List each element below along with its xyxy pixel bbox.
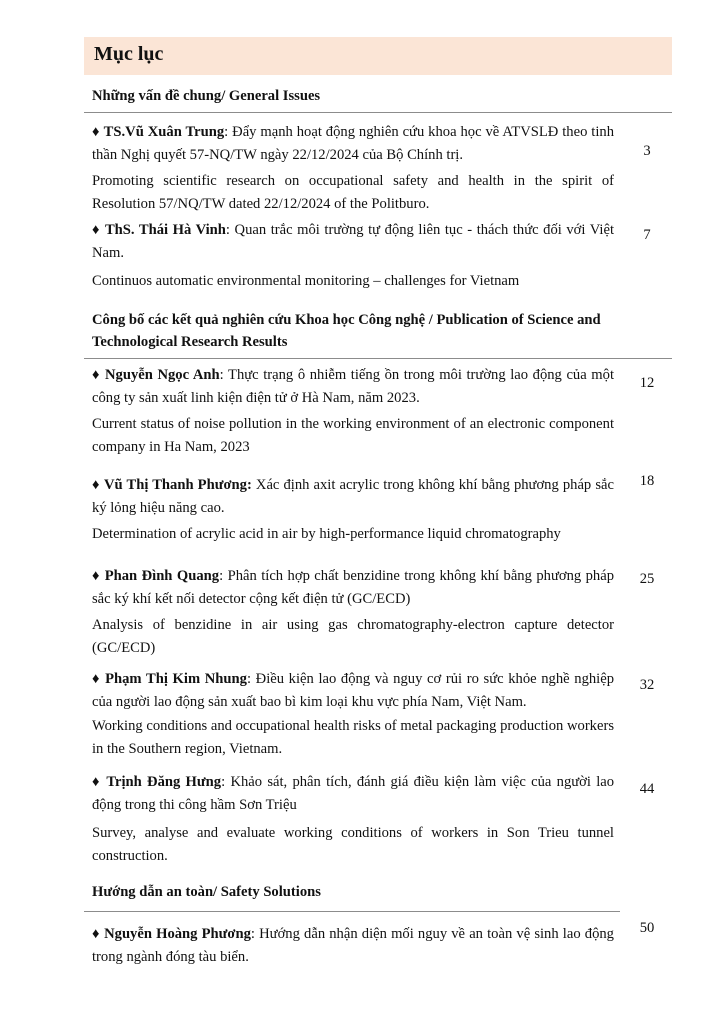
section-heading-safety: Hướng dẫn an toàn/ Safety Solutions	[92, 884, 321, 900]
toc-entry-title: ♦ TS.Vũ Xuân Trung: Đẩy mạnh hoạt động nghiên cứu khoa học về ATVSLĐ theo tinh thần Nghị quyết 57-NQ/TW ngày 22/12/2024 của Bộ Chính trị.	[92, 124, 614, 163]
toc-entry-author: TS.Vũ Xuân Trung	[103, 124, 225, 140]
toc-entry-english: Working conditions and occupational health risks of metal packaging production workers in the Southern region, Vietnam.	[92, 718, 614, 757]
toc-entry-title: ♦ Phan Đình Quang: Phân tích hợp chất benzidine trong không khí bằng phương pháp sắc ký khí kết nối detector cộng kết điện tử (GC/ECD)	[92, 568, 614, 607]
toc-entry-title: ♦ Trịnh Đăng Hưng: Khảo sát, phân tích, đánh giá điều kiện làm việc của người lao động trong thi công hầm Sơn Triệu	[92, 774, 615, 813]
toc-entry-page: 44	[639, 781, 655, 797]
section-divider	[84, 112, 672, 113]
toc-title: Mục lục	[94, 43, 164, 65]
toc-entry-author: Vũ Thị Thanh Phương:	[103, 477, 252, 493]
toc-entry-english: Determination of acrylic acid in air by high-performance liquid chromatography	[92, 526, 561, 542]
toc-entry-page: 3	[643, 143, 651, 159]
toc-entry-page: 18	[639, 473, 655, 489]
toc-entry-page: 25	[639, 571, 655, 587]
toc-entry-title: ♦ Vũ Thị Thanh Phương: Xác định axit acrylic trong không khí bằng phương pháp sắc ký lỏng hiệu năng cao.	[92, 477, 614, 516]
toc-entry-author: Nguyễn Ngọc Anh	[105, 367, 220, 383]
toc-entry-english: Promoting scientific research on occupational safety and health in the spirit of Resolution 57/NQ/TW dated 22/12/2024 of the Politburo.	[92, 173, 614, 212]
toc-entry-title: ♦ Nguyễn Ngọc Anh: Thực trạng ô nhiễm tiếng ồn trong môi trường lao động của một công ty sản xuất linh kiện điện tử ở Hà Nam, năm 2023.	[92, 367, 615, 406]
toc-entry-page: 7	[643, 227, 651, 243]
section-divider	[84, 358, 672, 359]
toc-entry-page: 12	[639, 375, 655, 391]
toc-entry-title: ♦ ThS. Thái Hà Vinh: Quan trắc môi trường tự động liên tục - thách thức đối với Việt Nam.	[92, 222, 615, 261]
toc-title-bar	[84, 37, 672, 75]
toc-entry-english: Analysis of benzidine in air using gas chromatography-electron capture detector (GC/ECD)	[92, 617, 614, 656]
toc-entry-english: Continuos automatic environmental monitoring – challenges for Vietnam	[92, 273, 520, 289]
toc-entry-english: Survey, analyse and evaluate working conditions of workers in Son Trieu tunnel construction.	[92, 825, 614, 864]
toc-entry-author: Nguyễn Hoàng Phương	[104, 926, 251, 942]
toc-entry-author: ThS. Thái Hà Vinh	[104, 222, 226, 238]
toc-entry-page: 32	[639, 677, 655, 693]
toc-entry-author: Phan Đình Quang	[104, 568, 220, 584]
toc-entry-author: Trịnh Đăng Hưng	[106, 774, 222, 790]
toc-entry-author: Phạm Thị Kim Nhung	[105, 671, 247, 687]
toc-entry-title: ♦ Phạm Thị Kim Nhung: Điều kiện lao động và nguy cơ rủi ro sức khỏe nghề nghiệp của người lao động sản xuất bao bì kim loại khu vực phía Nam, Việt Nam.	[92, 671, 614, 710]
section-divider	[84, 911, 620, 912]
section-heading-research: Công bố các kết quả nghiên cứu Khoa học Công nghệ / Publication of Science and Technological Research Results	[92, 312, 601, 350]
toc-entry-title: ♦ Nguyễn Hoàng Phương: Hướng dẫn nhận diện mối nguy về an toàn vệ sinh lao động trong ngành đóng tàu biển.	[92, 926, 614, 965]
section-heading-general: Những vấn đề chung/ General Issues	[92, 88, 321, 104]
toc-entry-english: Current status of noise pollution in the working environment of an electronic component company in Ha Nam, 2023	[92, 416, 614, 455]
toc-entry-page: 50	[639, 920, 655, 936]
